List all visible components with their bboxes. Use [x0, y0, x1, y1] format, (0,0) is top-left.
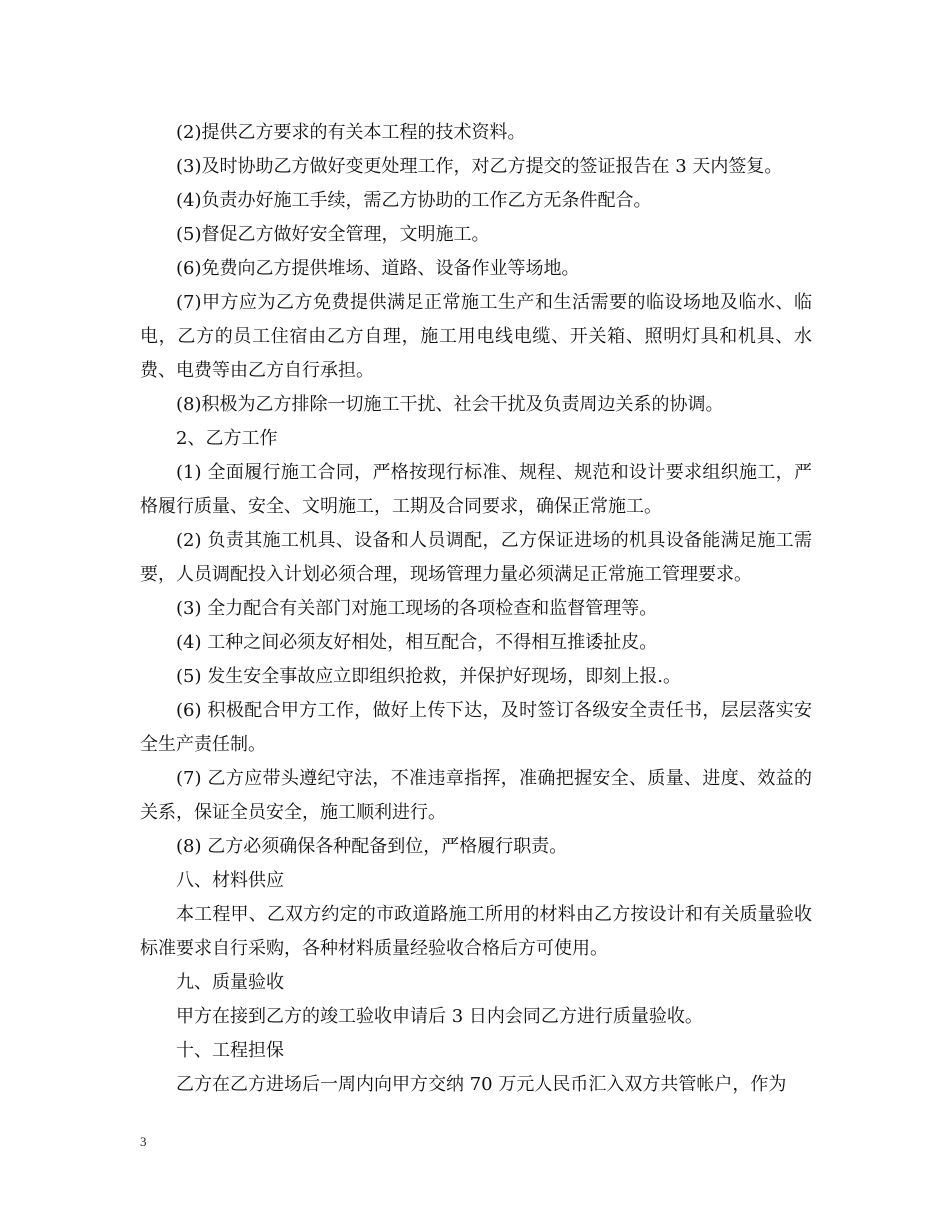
paragraph: (7) 乙方应带头遵纪守法，不准违章指挥，准确把握安全、质量、进度、效益的关系，保证全员安全，施工顺利进行。 [140, 768, 812, 823]
paragraph: (6)免费向乙方提供堆场、道路、设备作业等场地。 [176, 258, 580, 279]
paragraph: (5)督促乙方做好安全管理，文明施工。 [176, 224, 490, 245]
paragraph: (4)负责办好施工手续，需乙方协助的工作乙方无条件配合。 [176, 190, 652, 211]
paragraph: (4) 工种之间必须友好相处，相互配合，不得相互推诿扯皮。 [176, 632, 658, 653]
paragraph: (3)及时协助乙方做好变更处理工作，对乙方提交的签证报告在 3 天内签复。 [176, 156, 783, 177]
paragraph: (6) 积极配合甲方工作，做好上传下达，及时签订各级安全责任书，层层落实安全生产责任制。 [140, 700, 812, 755]
paragraph: (2)提供乙方要求的有关本工程的技术资料。 [176, 122, 526, 143]
paragraph: (2) 负责其施工机具、设备和人员调配，乙方保证进场的机具设备能满足施工需要，人员调配投入计划必须合理，现场管理力量必须满足正常施工管理要求。 [140, 530, 812, 585]
page-number: 3 [140, 1134, 147, 1149]
paragraph: (3) 全力配合有关部门对施工现场的各项检查和监督管理等。 [176, 598, 658, 619]
paragraph: (8)积极为乙方排除一切施工干扰、社会干扰及负责周边关系的协调。 [176, 394, 724, 415]
paragraph: 本工程甲、乙双方约定的市政道路施工所用的材料由乙方按设计和有关质量验收标准要求自行采购，各种材料质量经验收合格后方可使用。 [140, 904, 812, 959]
section-heading: 2、乙方工作 [176, 428, 278, 449]
paragraph: 甲方在接到乙方的竣工验收申请后 3 日内会同乙方进行质量验收。 [176, 1006, 703, 1027]
section-heading: 十、工程担保 [176, 1040, 284, 1061]
section-heading: 八、材料供应 [176, 870, 284, 891]
paragraph: (5) 发生安全事故应立即组织抢救，并保护好现场，即刻上报.。 [176, 666, 681, 687]
paragraph: (7)甲方应为乙方免费提供满足正常施工生产和生活需要的临设场地及临水、临电，乙方的员工住宿由乙方自理，施工用电线电缆、开关箱、照明灯具和机具、水费、电费等由乙方自行承担。 [140, 292, 812, 381]
paragraph: 乙方在乙方进场后一周内向甲方交纳 70 万元人民币汇入双方共管帐户，作为 [176, 1074, 787, 1095]
paragraph: (1) 全面履行施工合同，严格按现行标准、规程、规范和设计要求组织施工，严格履行质量、安全、文明施工，工期及合同要求，确保正常施工。 [140, 462, 812, 517]
paragraph: (8) 乙方必须确保各种配备到位，严格履行职责。 [176, 836, 568, 857]
section-heading: 九、质量验收 [176, 972, 284, 993]
document-body [140, 116, 812, 1102]
